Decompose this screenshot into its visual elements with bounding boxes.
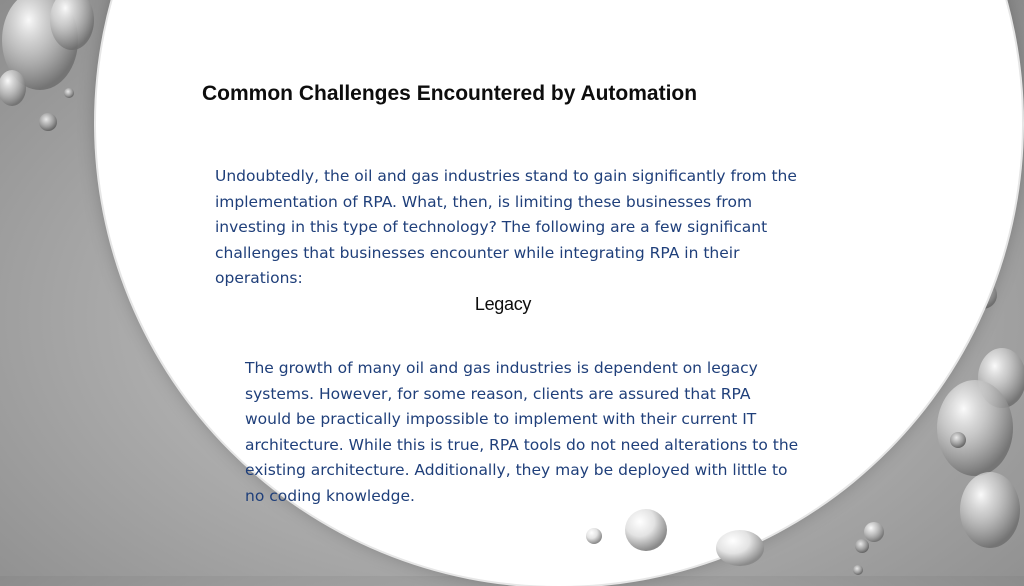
slide-title: Common Challenges Encountered by Automation: [202, 82, 698, 105]
droplet: [64, 88, 74, 98]
droplet: [960, 472, 1020, 548]
droplet: [0, 70, 26, 106]
droplet: [937, 380, 1013, 476]
intro-paragraph: Undoubtedly, the oil and gas industries stand to gain significantly from the implementation of RPA. What, then, is limiting these businesses from investing in this type of technology? The following are a few significant challenges that businesses encounter while integrating RPA in their operations:: [215, 167, 797, 287]
droplet: [950, 432, 966, 448]
droplet: [2, 0, 78, 90]
droplet: [39, 113, 57, 131]
droplet: [864, 522, 884, 542]
section-heading-legacy: Legacy: [474, 294, 532, 314]
droplet: [978, 348, 1024, 408]
droplet: [50, 0, 94, 50]
droplet: [853, 565, 863, 575]
droplet: [855, 539, 869, 553]
legacy-paragraph: The growth of many oil and gas industries is dependent on legacy systems. However, for some reason, clients are assured that RPA would be practically impossible to implement with their current IT architecture. While this is true, RPA tools do not need alterations to the existing architecture. Additionally, they may be deployed with little to no coding knowledge.: [245, 359, 799, 505]
